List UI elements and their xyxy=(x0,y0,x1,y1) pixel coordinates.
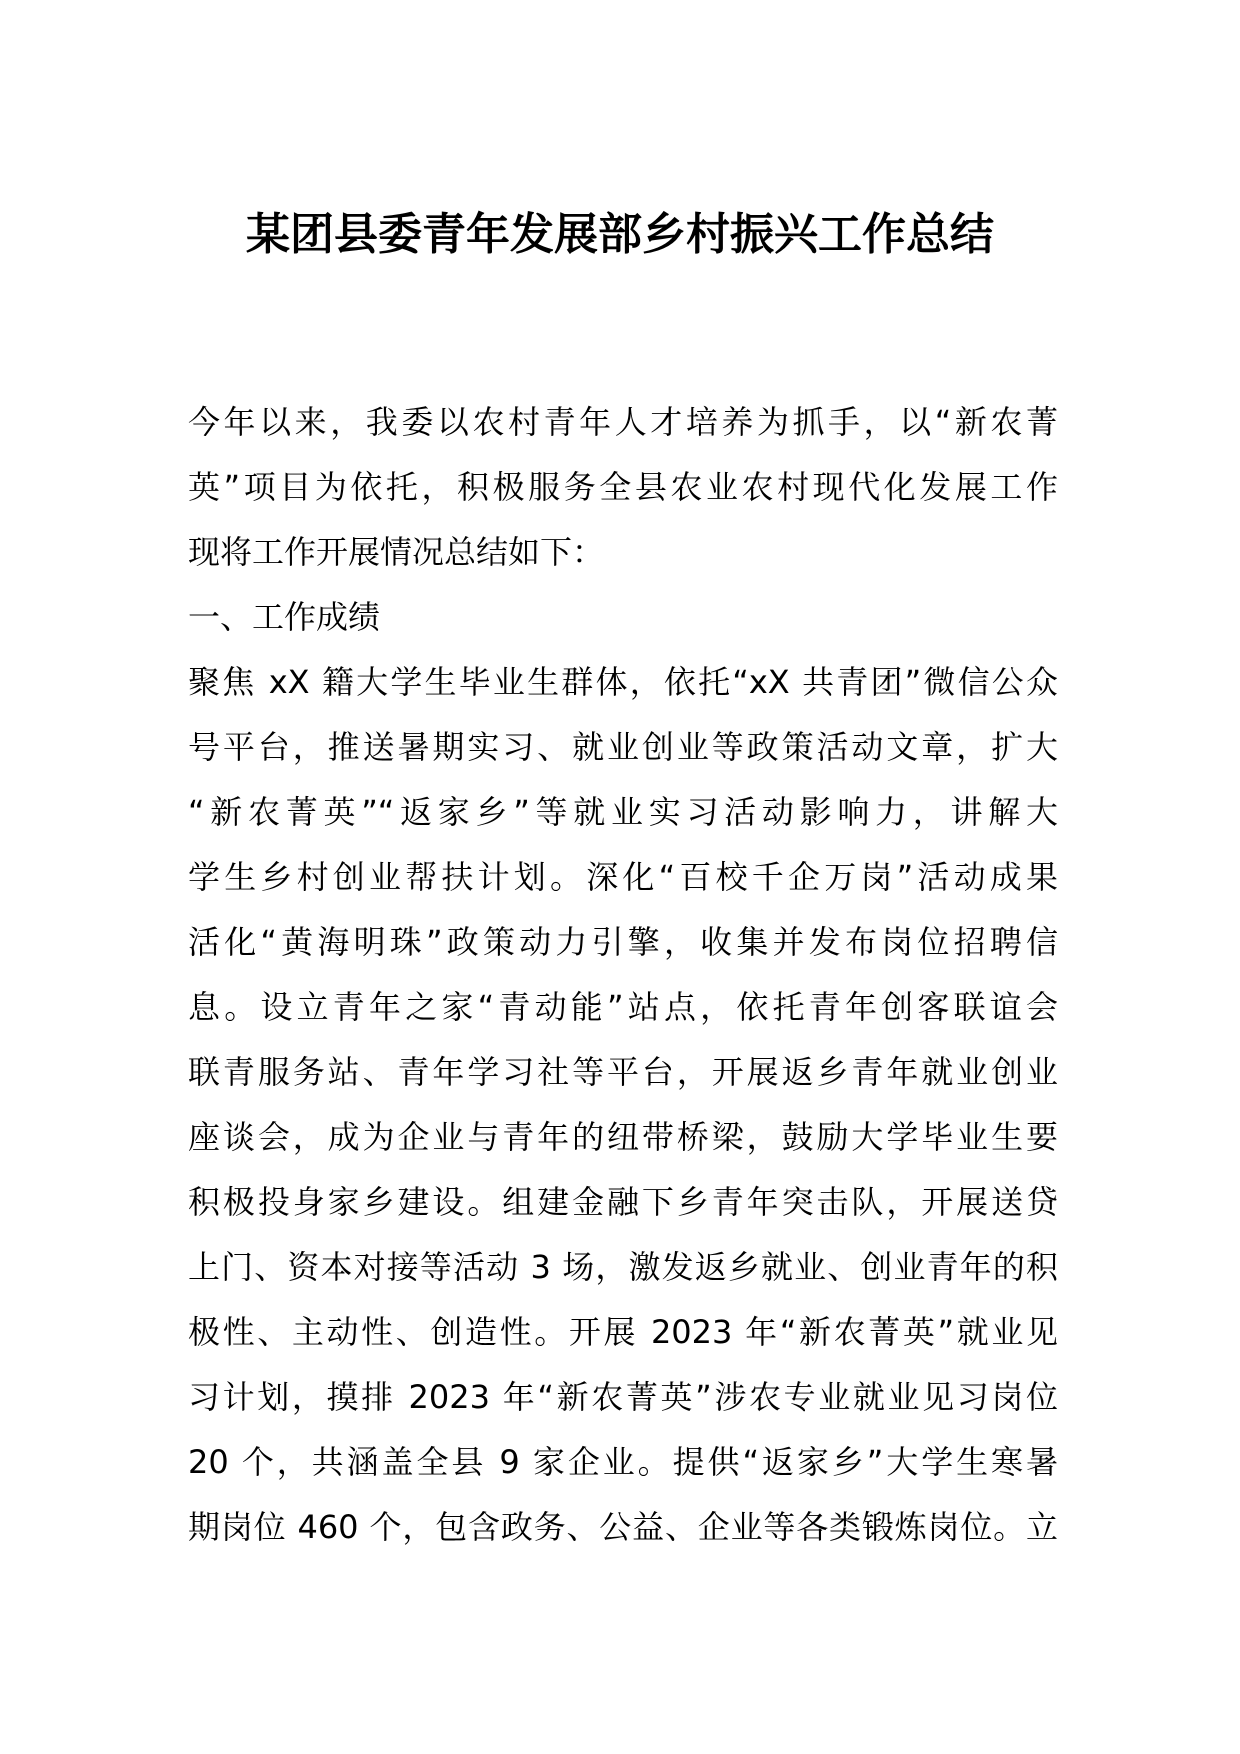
body-line: “新农菁英”“返家乡”等就业实习活动影响力，讲解大 xyxy=(188,793,1058,831)
body-line: 学生乡村创业帮扶计划。深化“百校千企万岗”活动成果 xyxy=(188,858,1058,896)
document-body xyxy=(188,390,1058,1560)
document-title: 某团县委青年发展部乡村振兴工作总结 xyxy=(246,209,994,260)
body-line: 今年以来，我委以农村青年人才培养为抓手，以“新农菁 xyxy=(188,403,1058,441)
body-line: 英”项目为依托，积极服务全县农业农村现代化发展工作 xyxy=(188,468,1058,506)
body-line: 联青服务站、青年学习社等平台，开展返乡青年就业创业 xyxy=(188,1053,1058,1091)
body-line: 号平台，推送暑期实习、就业创业等政策活动文章，扩大 xyxy=(188,728,1058,766)
body-line: 聚焦 xX 籍大学生毕业生群体，依托“xX 共青团”微信公众 xyxy=(188,663,1058,701)
body-line: 活化“黄海明珠”政策动力引擎，收集并发布岗位招聘信 xyxy=(188,923,1058,961)
body-line: 现将工作开展情况总结如下： xyxy=(188,533,605,571)
body-line: 习计划，摸排 2023 年“新农菁英”涉农专业就业见习岗位 xyxy=(188,1378,1058,1416)
body-line: 20 个，共涵盖全县 9 家企业。提供“返家乡”大学生寒暑 xyxy=(188,1443,1058,1481)
body-line: 期岗位 460 个，包含政务、公益、企业等各类锻炼岗位。立 xyxy=(188,1508,1058,1546)
body-line: 极性、主动性、创造性。开展 2023 年“新农菁英”就业见 xyxy=(188,1313,1058,1351)
body-line: 座谈会，成为企业与青年的纽带桥梁，鼓励大学毕业生要 xyxy=(188,1118,1058,1156)
body-line: 积极投身家乡建设。组建金融下乡青年突击队，开展送贷 xyxy=(188,1183,1058,1221)
body-line: 上门、资本对接等活动 3 场，激发返乡就业、创业青年的积 xyxy=(188,1248,1058,1286)
section-heading: 一、工作成绩 xyxy=(188,598,381,636)
body-line: 息。设立青年之家“青动能”站点，依托青年创客联谊会 xyxy=(188,988,1058,1026)
